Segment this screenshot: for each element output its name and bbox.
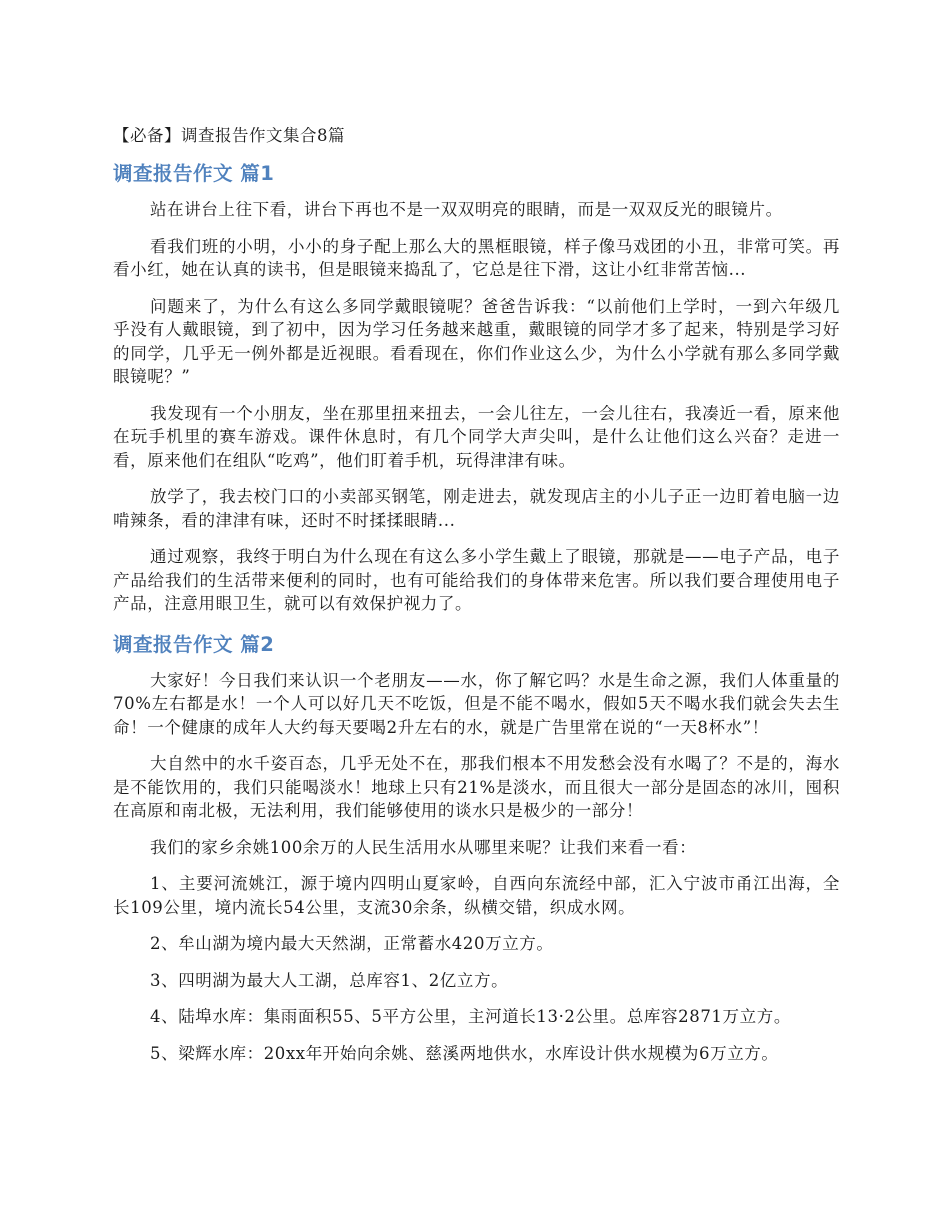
paragraph: 我发现有一个小朋友，坐在那里扭来扭去，一会儿往左，一会儿往右，我凑近一看，原来他在玩手机里的赛车游戏。课件休息时，有几个同学大声尖叫，是什么让他们这么兴奋？走进一看，原来他们在组队“吃鸡”，他们盯着手机，玩得津津有味。 (113, 403, 840, 470)
paragraph: 看我们班的小明，小小的身子配上那么大的黑框眼镜，样子像马戏团的小丑，非常可笑。再看小红，她在认真的读书，但是眼镜来捣乱了，它总是往下滑，这让小红非常苦恼... (113, 236, 840, 279)
document-title: 【必备】调查报告作文集合8篇 (113, 126, 345, 145)
essay-section-2 (113, 631, 840, 1066)
paragraph: 大家好！今日我们来认识一个老朋友——水，你了解它吗？水是生命之源，我们人体重量的70%左右都是水！一个人可以好几天不吃饭，但是不能不喝水，假如5天不喝水我们就会失去生命！一个健康的成年人大约每天要喝2升左右的水，就是广告里常在说的“一天8杯水”！ (113, 670, 840, 737)
paragraph: 5、梁辉水库：20xx年开始向余姚、慈溪两地供水，水库设计供水规模为6万立方。 (150, 1043, 779, 1063)
paragraph: 放学了，我去校门口的小卖部买钢笔，刚走进去，就发现店主的小儿子正一边盯着电脑一边啃辣条，看的津津有味，还时不时揉揉眼睛... (113, 487, 840, 530)
paragraph: 通过观察，我终于明白为什么现在有这么多小学生戴上了眼镜，那就是——电子产品，电子产品给我们的生活带来便利的同时，也有可能给我们的身体带来危害。所以我们要合理使用电子产品，注意用眼卫生，就可以有效保护视力了。 (113, 547, 840, 613)
paragraph: 我们的家乡余姚100余万的人民生活用水从哪里来呢？让我们来看一看： (150, 837, 697, 857)
paragraph: 2、牟山湖为境内最大天然湖，正常蓄水420万立方。 (150, 934, 554, 953)
paragraph: 3、四明湖为最大人工湖，总库容1、2亿立方。 (150, 970, 509, 990)
paragraph: 站在讲台上往下看，讲台下再也不是一双双明亮的眼睛，而是一双双反光的眼镜片。 (150, 200, 783, 219)
paragraph: 大自然中的水千姿百态，几乎无处不在，那我们根本不用发愁会没有水喝了？不是的，海水是不能饮用的，我们只能喝淡水！地球上只有21%是淡水，而且很大一部分是固态的冰川，囤积在高原和南北极，无法利用，我们能够使用的谈水只是极少的一部分！ (113, 754, 840, 820)
essay-section-1 (113, 160, 840, 616)
paragraph: 4、陆埠水库：集雨面积55、5平方公里，主河道长13·2公里。总库容2871万立方。 (150, 1007, 791, 1026)
paragraph: 问题来了，为什么有这么多同学戴眼镜呢？爸爸告诉我：“以前他们上学时，一到六年级几乎没有人戴眼镜，到了初中，因为学习任务越来越重，戴眼镜的同学才多了起来，特别是学习好的同学，几乎无一例外都是近视眼。看看现在，你们作业这么少，为什么小学就有那么多同学戴眼镜呢？” (113, 296, 840, 386)
section-heading-2: 调查报告作文 篇2 (113, 632, 275, 656)
document-body (113, 124, 840, 1078)
section-heading-1: 调查报告作文 篇1 (113, 162, 275, 185)
paragraph: 1、主要河流姚江，源于境内四明山夏家岭，自西向东流经中部，汇入宁波市甬江出海，全长109公里，境内流长54公里，支流30余条，纵横交错，织成水网。 (113, 874, 840, 917)
